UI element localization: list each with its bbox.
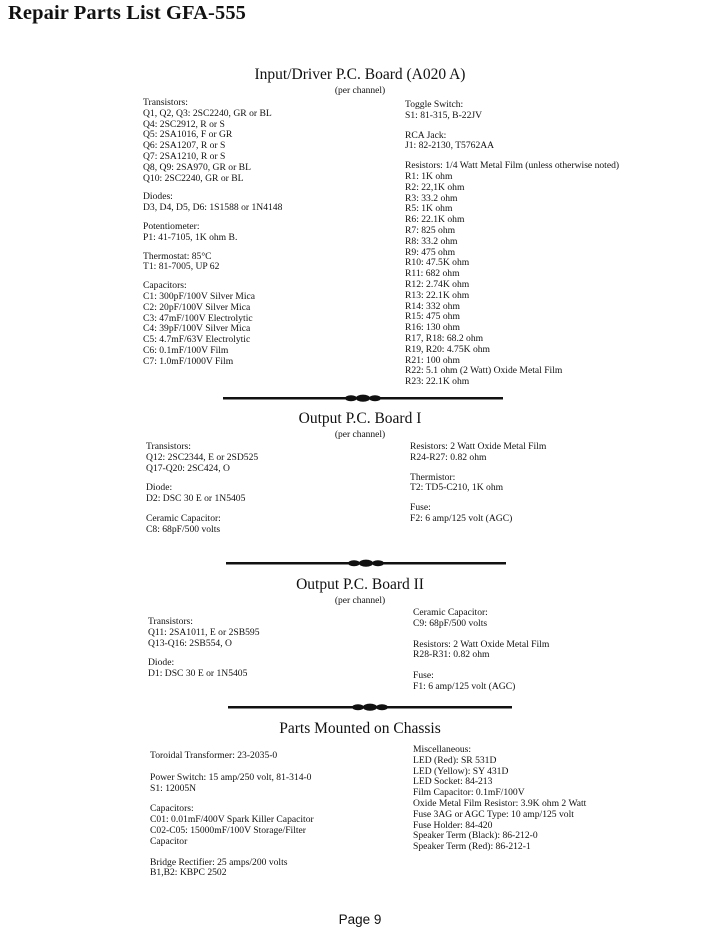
- part-entry: D1: DSC 30 E or 1N5405: [148, 668, 248, 680]
- parts-group: [405, 161, 619, 388]
- part-entry: C8: 68pF/500 volts: [146, 523, 221, 535]
- group-heading: Ceramic Capacitor:: [146, 512, 221, 524]
- part-entry: D3, D4, D5, D6: 1S1588 or 1N4148: [143, 202, 283, 214]
- group-heading: RCA Jack:: [405, 129, 447, 141]
- part-entry: R28-R31: 0.82 ohm: [413, 649, 490, 661]
- group-heading: Ceramic Capacitor:: [413, 607, 488, 618]
- part-entry: Fuse Holder: 84-420: [413, 819, 493, 831]
- part-entry: R17, R18: 68.2 ohm: [405, 332, 484, 344]
- part-entry: R13: 22.1K ohm: [405, 289, 470, 301]
- section-subtitle-output-2: (per channel): [334, 596, 386, 606]
- part-entry: R8: 33.2 ohm: [405, 235, 458, 247]
- section-divider-3: [228, 702, 512, 712]
- part-entry: Capacitor: [150, 835, 188, 847]
- part-entry: R12: 2.74K ohm: [405, 278, 470, 290]
- part-entry: Q1, Q2, Q3: 2SC2240, GR or BL: [143, 107, 272, 119]
- section-divider-2: [226, 558, 506, 568]
- parts-group: [143, 98, 282, 184]
- output-1-left-column: [146, 442, 258, 536]
- part-entry: S1: 81-315, B-22JV: [405, 109, 483, 121]
- part-entry: Oxide Metal Film Resistor: 3.9K ohm 2 Watt: [413, 797, 587, 809]
- part-entry: Q11: 2SA1011, E or 2SB595: [148, 626, 260, 638]
- part-entry: R15: 475 ohm: [405, 311, 460, 323]
- parts-group: [150, 858, 314, 880]
- group-heading: Fuse:: [413, 670, 434, 682]
- input-driver-left-column: [143, 98, 282, 368]
- section-title-chassis: Parts Mounted on Chassis: [279, 720, 441, 737]
- parts-group: [413, 745, 586, 853]
- part-entry: T2: TD5-C210, 1K ohm: [410, 482, 504, 494]
- parts-group: [405, 100, 619, 122]
- part-entry: R1: 1K ohm: [405, 170, 453, 182]
- part-entry: Q12: 2SC2344, E or 2SD525: [146, 451, 259, 463]
- part-entry: C02-C05: 15000mF/100V Storage/Filter: [150, 824, 306, 836]
- part-entry: C4: 39pF/100V Silver Mica: [143, 323, 251, 335]
- parts-group: [413, 608, 549, 630]
- part-entry: R19, R20: 4.75K ohm: [405, 343, 491, 355]
- group-heading: Resistors: 2 Watt Oxide Metal Film: [413, 638, 550, 650]
- part-entry: LED (Red): SR 531D: [413, 754, 497, 766]
- parts-group: [143, 192, 282, 214]
- part-entry: R23: 22.1K ohm: [405, 376, 470, 388]
- group-heading: Power Switch: 15 amp/250 volt, 81-314-0: [150, 771, 312, 783]
- group-heading: Toggle Switch:: [405, 99, 464, 110]
- part-entry: LED (Yellow): SY 431D: [413, 765, 509, 777]
- part-entry: T1: 81-7005, UP 62: [143, 261, 220, 273]
- group-heading: Miscellaneous:: [413, 744, 472, 755]
- parts-group: [150, 751, 314, 762]
- part-entry: R10: 47.5K ohm: [405, 257, 470, 269]
- group-heading: Resistors: 2 Watt Oxide Metal Film: [410, 441, 547, 452]
- section-subtitle-output-1: (per channel): [334, 430, 386, 440]
- group-heading: Diode:: [146, 482, 173, 494]
- part-entry: Fuse 3AG or AGC Type: 10 amp/125 volt: [413, 808, 574, 820]
- part-entry: Q13-Q16: 2SB554, O: [148, 637, 232, 649]
- group-heading: Fuse:: [410, 502, 431, 514]
- output-1-right-column: [410, 442, 546, 525]
- part-entry: D2: DSC 30 E or 1N5405: [146, 493, 246, 505]
- group-heading: Transistors:: [143, 97, 188, 108]
- part-entry: Q17-Q20: 2SC424, O: [146, 462, 230, 474]
- part-entry: C6: 0.1mF/100V Film: [143, 344, 229, 356]
- parts-group: [410, 442, 546, 464]
- part-entry: B1,B2: KBPC 2502: [150, 867, 227, 879]
- part-entry: R21: 100 ohm: [405, 354, 460, 366]
- chassis-right-column: [413, 745, 586, 853]
- section-title-output-2: Output P.C. Board II: [296, 576, 424, 593]
- group-heading: Transistors:: [148, 616, 193, 627]
- parts-group: [148, 617, 260, 649]
- parts-group: [146, 483, 258, 505]
- parts-group: [413, 671, 549, 693]
- part-entry: C7: 1.0mF/1000V Film: [143, 355, 234, 367]
- group-heading: Transistors:: [146, 441, 191, 452]
- parts-group: [143, 252, 282, 274]
- input-driver-right-column: [405, 100, 619, 388]
- part-entry: Q7: 2SA1210, R or S: [143, 150, 226, 162]
- part-entry: R7: 825 ohm: [405, 224, 456, 236]
- part-entry: C2: 20pF/100V Silver Mica: [143, 301, 251, 313]
- part-entry: C1: 300pF/100V Silver Mica: [143, 290, 256, 302]
- group-heading: Potentiometer:: [143, 220, 200, 232]
- parts-group: [405, 131, 619, 153]
- parts-group: [143, 222, 282, 244]
- part-entry: Q8, Q9: 2SA970, GR or BL: [143, 161, 251, 173]
- group-heading: Capacitors:: [150, 803, 194, 815]
- part-entry: R24-R27: 0.82 ohm: [410, 451, 487, 463]
- output-2-right-column: [413, 608, 549, 693]
- group-heading: Thermostat: 85°C: [143, 250, 212, 262]
- part-entry: LED Socket: 84-213: [413, 776, 493, 788]
- part-entry: R6: 22.1K ohm: [405, 214, 465, 226]
- part-entry: F2: 6 amp/125 volt (AGC): [410, 512, 513, 524]
- parts-group: [410, 503, 546, 525]
- part-entry: S1: 12005N: [150, 782, 197, 794]
- page-title: Repair Parts List GFA-555: [8, 2, 247, 24]
- section-title-input-driver: Input/Driver P.C. Board (A020 A): [254, 66, 466, 83]
- part-entry: R3: 33.2 ohm: [405, 192, 458, 204]
- section-title-output-1: Output P.C. Board I: [298, 410, 422, 427]
- group-heading: Diode:: [148, 657, 175, 669]
- parts-group: [146, 442, 258, 474]
- part-entry: R16: 130 ohm: [405, 322, 460, 334]
- group-heading: Toroidal Transformer: 23-2035-0: [150, 750, 278, 761]
- group-heading: Bridge Rectifier: 25 amps/200 volts: [150, 856, 288, 868]
- part-entry: Film Capacitor: 0.1mF/100V: [413, 787, 525, 799]
- parts-group: [148, 658, 260, 680]
- part-entry: R2: 22,1K ohm: [405, 181, 465, 193]
- part-entry: R9: 475 ohm: [405, 246, 456, 258]
- parts-group: [410, 473, 546, 495]
- part-entry: R22: 5.1 ohm (2 Watt) Oxide Metal Film: [405, 365, 563, 377]
- group-heading: Capacitors:: [143, 280, 187, 292]
- part-entry: F1: 6 amp/125 volt (AGC): [413, 680, 516, 692]
- parts-group: [150, 773, 314, 795]
- section-divider-1: [223, 393, 503, 403]
- part-entry: Speaker Term (Black): 86-212-0: [413, 830, 538, 842]
- part-entry: R11: 682 ohm: [405, 268, 460, 280]
- output-2-left-column: [148, 617, 260, 680]
- part-entry: C9: 68pF/500 volts: [413, 617, 488, 629]
- part-entry: R14: 332 ohm: [405, 300, 460, 312]
- part-entry: Q10: 2SC2240, GR or BL: [143, 172, 244, 184]
- parts-group: [413, 640, 549, 662]
- part-entry: Speaker Term (Red): 86-212-1: [413, 841, 531, 853]
- chassis-left-column: [150, 751, 314, 879]
- part-entry: C3: 47mF/100V Electrolytic: [143, 312, 253, 324]
- part-entry: P1: 41-7105, 1K ohm B.: [143, 231, 238, 243]
- part-entry: C5: 4.7mF/63V Electrolytic: [143, 334, 251, 346]
- part-entry: Q6: 2SA1207, R or S: [143, 140, 226, 152]
- part-entry: R5: 1K ohm: [405, 203, 453, 215]
- part-entry: J1: 82-2130, T5762AA: [405, 140, 495, 152]
- part-entry: Q5: 2SA1016, F or GR: [143, 129, 233, 141]
- part-entry: C01: 0.01mF/400V Spark Killer Capacitor: [150, 814, 314, 826]
- parts-group: [143, 281, 282, 367]
- group-heading: Diodes:: [143, 191, 173, 203]
- group-heading: Resistors: 1/4 Watt Metal Film (unless otherwise noted): [405, 160, 620, 172]
- section-subtitle-input-driver: (per channel): [334, 86, 386, 96]
- group-heading: Thermistor:: [410, 471, 456, 483]
- part-entry: Q4: 2SC2912, R or S: [143, 118, 225, 130]
- parts-group: [150, 804, 314, 847]
- parts-group: [146, 514, 258, 536]
- page-number: Page 9: [338, 912, 382, 927]
